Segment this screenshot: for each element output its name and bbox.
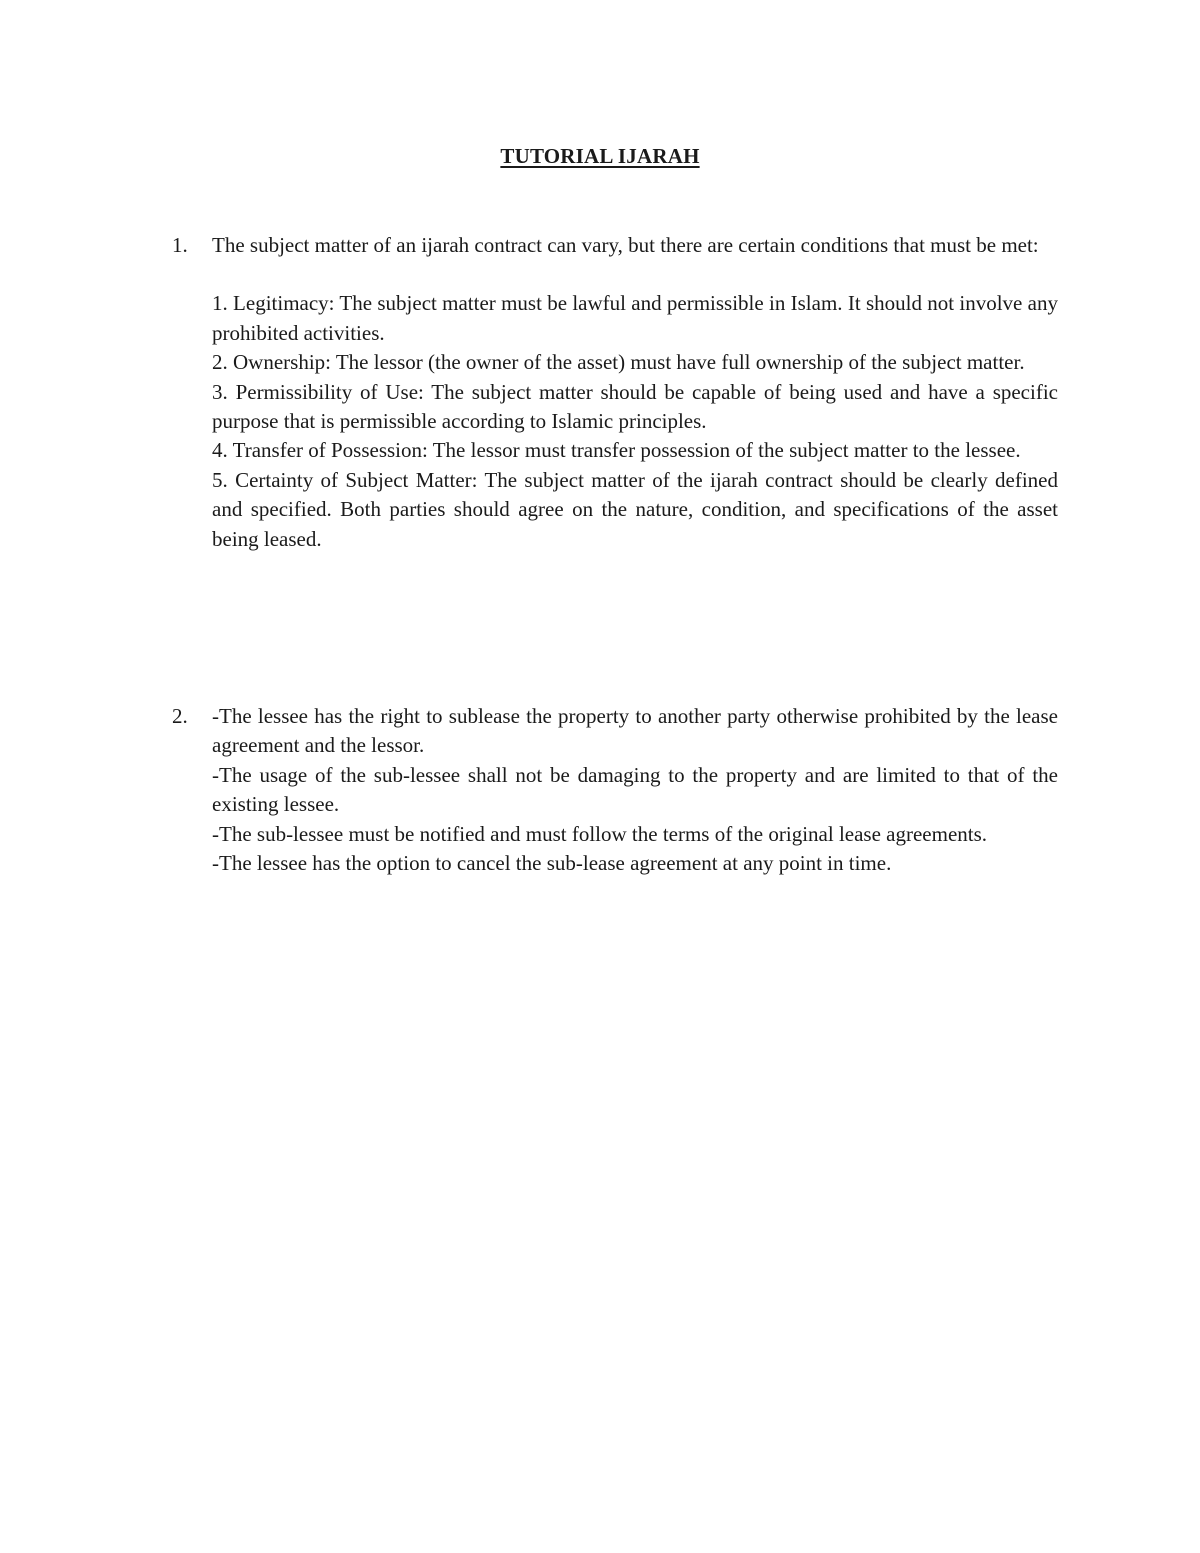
question-1-intro: The subject matter of an ijarah contract can vary, but there are certain conditions that must be met: xyxy=(212,233,1039,257)
question-2 xyxy=(172,702,1058,878)
condition-legitimacy: 1. Legitimacy: The subject matter must be lawful and permissible in Islam. It should not involve any prohibited activities. xyxy=(212,291,1058,345)
condition-transfer: 4. Transfer of Possession: The lessor must transfer possession of the subject matter to the lessee. xyxy=(212,438,1021,463)
sublease-notification: -The sub-lessee must be notified and must follow the terms of the original lease agreements. xyxy=(212,821,988,846)
condition-ownership: 2. Ownership: The lessor (the owner of the asset) must have full ownership of the subject matter. xyxy=(212,350,1025,375)
document-title: TUTORIAL IJARAH xyxy=(500,144,700,168)
condition-certainty: 5. Certainty of Subject Matter: The subject matter of the ijarah contract should be clearly defined and specified. Both parties should agree on the nature, condition, and specifications of the asset being leased. xyxy=(212,467,1058,551)
sublease-right: -The lessee has the right to sublease the property to another party otherwise prohibited by the lease agreement and the lessor. xyxy=(212,704,1058,758)
paragraph-gap xyxy=(212,260,1058,289)
question-2-body xyxy=(212,702,1058,878)
question-1-body xyxy=(212,231,1058,554)
question-1 xyxy=(172,231,1058,554)
sublease-cancel: -The lessee has the option to cancel the sub-lease agreement at any point in time. xyxy=(212,851,892,876)
question-number: 1. xyxy=(172,233,188,257)
sublease-usage: -The usage of the sub-lessee shall not be damaging to the property and are limited to that of the existing lessee. xyxy=(212,762,1058,817)
condition-permissibility: 3. Permissibility of Use: The subject matter should be capable of being used and have a specific purpose that is permissible according to Islamic principles. xyxy=(212,379,1058,434)
question-number: 2. xyxy=(172,704,188,728)
